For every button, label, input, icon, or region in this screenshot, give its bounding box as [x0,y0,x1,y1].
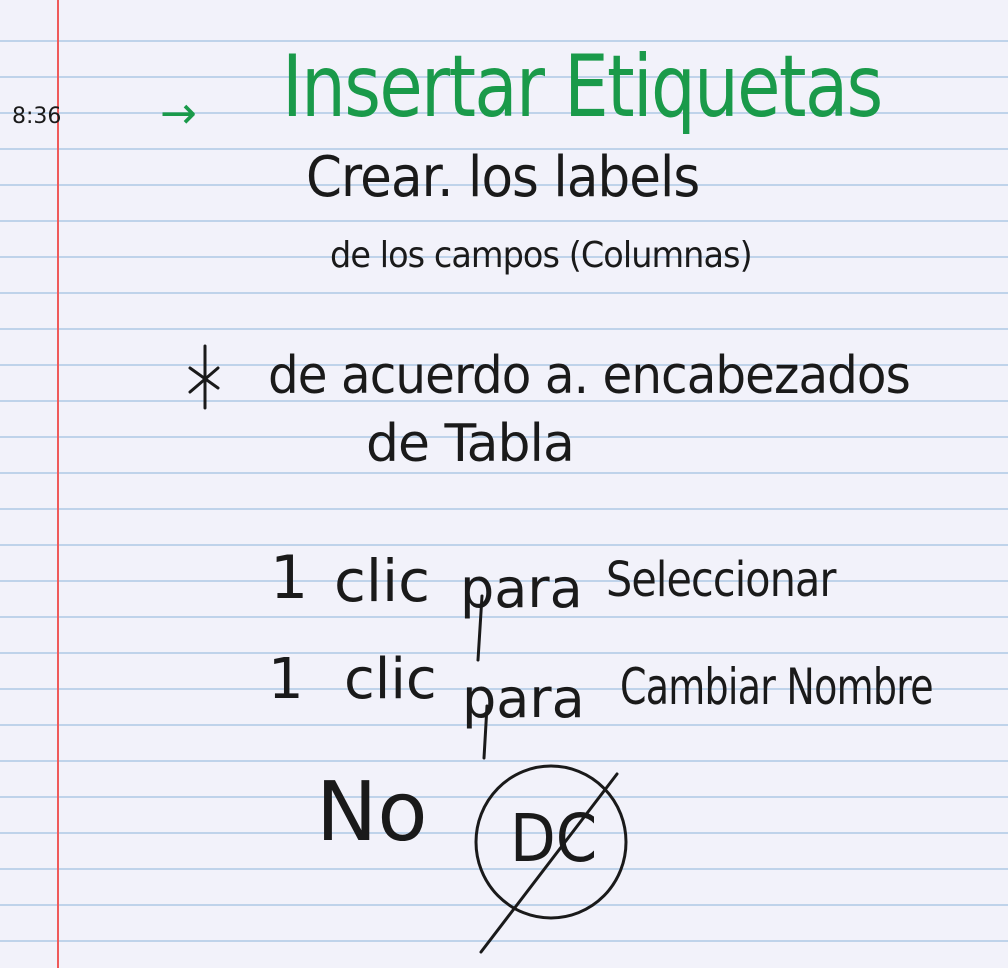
text-line-acuerdo: de acuerdo a. encabezados [268,346,910,406]
time-note: 8:36 [12,104,62,129]
para2-descender-line [484,706,487,758]
no-dc-circle-icon [476,766,626,918]
text-line-tabla: de Tabla [366,414,574,474]
page-title: Insertar Etiquetas [282,37,882,137]
dc-text: DC [510,800,598,877]
para-descender-line [478,596,482,660]
text-line-campos: de los campos (Columnas) [330,235,752,276]
step-2-word: clic [344,647,437,712]
text-line-crear: Crear. los labels [306,145,700,210]
step-1-para: para [460,557,583,620]
step-1-number: 1 [270,543,309,613]
step-1-action: Seleccionar [606,552,836,608]
bullet-star-icon [190,346,218,408]
step-1-word: clic [334,547,431,615]
title-arrow: → [160,88,197,139]
step-2-para: para [462,667,585,730]
step-2-number: 1 [268,647,304,712]
strike-slash-icon [481,774,617,952]
step-2-action: Cambiar Nombre [620,658,933,716]
no-text: No [316,765,428,860]
